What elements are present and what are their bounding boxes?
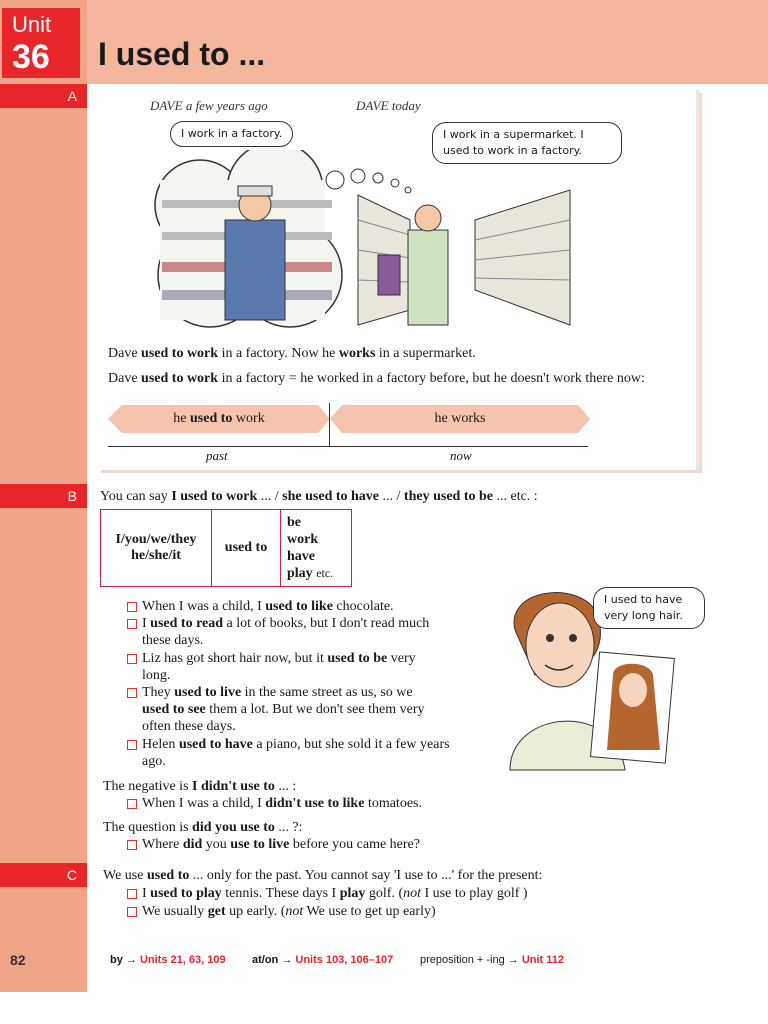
section-b-tab	[0, 484, 87, 508]
text: Where	[142, 837, 183, 852]
text: The negative is	[103, 779, 193, 794]
text: golf. (	[365, 886, 404, 901]
section-a-letter: A	[67, 88, 77, 104]
bold-text: play	[339, 886, 366, 901]
footer-ref-by[interactable]	[110, 954, 226, 966]
bullet-icon	[127, 799, 137, 809]
text: in a factory. Now he	[218, 346, 339, 361]
bold-text: used to work	[141, 346, 219, 361]
subjects-line-2: he/she/it	[131, 548, 181, 563]
bold-text: used to	[146, 868, 190, 883]
section-b-intro	[100, 488, 538, 506]
example-2	[142, 615, 442, 649]
text: work	[232, 411, 265, 426]
link-text[interactable]: Units 103, 106–107	[295, 954, 394, 966]
section-c-intro	[103, 867, 542, 885]
bold-text: use to live	[230, 837, 290, 852]
text: ... etc. :	[492, 489, 538, 504]
supermarket-scene	[358, 190, 570, 325]
speech-bubble-factory: I work in a factory.	[170, 121, 293, 147]
text: preposition + -ing →	[420, 954, 522, 966]
example-1	[142, 598, 482, 615]
text: he	[173, 411, 191, 426]
aux-cell: used to	[212, 510, 281, 587]
text: They	[142, 685, 175, 700]
timeline-divider	[329, 403, 330, 447]
text: ... ?:	[274, 820, 303, 835]
text: in the same street as us, so we	[241, 685, 413, 700]
link-text[interactable]: Unit 112	[521, 954, 564, 966]
text: chocolate.	[332, 599, 394, 614]
text: ... /	[379, 489, 404, 504]
arrow-label-past	[108, 405, 330, 433]
text: The question is	[103, 820, 193, 835]
timeline-line	[108, 446, 588, 447]
bullet-icon	[127, 654, 137, 664]
bold-text: she used to have	[282, 489, 380, 504]
bold-text: used to have	[178, 737, 253, 752]
italic-text: not	[403, 886, 421, 901]
footer-ref-at-on[interactable]	[252, 954, 393, 966]
link-text[interactable]: Units 21, 63, 109	[139, 954, 226, 966]
section-b-letter: B	[67, 488, 77, 504]
text: in a supermarket.	[375, 346, 476, 361]
bold-text: used to play	[150, 886, 222, 901]
text: a lot of books, but I don't read much these days.	[142, 616, 430, 648]
bold-text: used to be	[327, 651, 388, 666]
section-c-letter: C	[66, 867, 77, 883]
negative-example	[142, 795, 562, 812]
text: We use	[103, 868, 147, 883]
speech-bubble-supermarket: I work in a supermarket. I used to work in a factory.	[432, 122, 622, 164]
text: tennis. These days I	[221, 886, 340, 901]
bold-text: used to live	[174, 685, 242, 700]
bold-text: did you use to	[192, 820, 275, 835]
bullet-icon	[127, 840, 137, 850]
subjects-cell	[101, 510, 212, 587]
unit-badge	[2, 8, 80, 78]
bullet-icon	[127, 740, 137, 750]
text: We use to get up early)	[303, 904, 436, 919]
speech-bubble-hair: I used to have very long hair.	[593, 587, 705, 629]
text: up early. (	[225, 904, 286, 919]
bold-text: I used to work	[171, 489, 258, 504]
section-c-example-2	[142, 903, 622, 920]
text: tomatoes.	[364, 796, 422, 811]
bold-text: used to	[190, 411, 233, 426]
text: ... /	[257, 489, 283, 504]
bullet-icon	[127, 889, 137, 899]
verb: have	[287, 549, 315, 564]
bold-text: I didn't use to	[192, 779, 275, 794]
italic-text: not	[285, 904, 304, 919]
text: at/on →	[252, 954, 296, 966]
bold-text: used to see	[142, 702, 206, 717]
text: Dave	[108, 346, 142, 361]
text: I use to play golf )	[421, 886, 528, 901]
bold-text: works	[338, 346, 376, 361]
page-number: 82	[10, 952, 26, 968]
bold-text: get	[207, 904, 226, 919]
text: ... only for the past. You cannot say 'I use to ...' for the present:	[189, 868, 543, 883]
footer-ref-preposition[interactable]	[420, 954, 564, 966]
form-table	[100, 509, 352, 587]
section-c-tab	[0, 863, 87, 887]
unit-number: 36	[12, 38, 50, 76]
verb: work	[287, 532, 319, 547]
unit-word: Unit	[12, 12, 52, 37]
subjects-line-1: I/you/we/they	[115, 532, 197, 547]
text: I	[142, 616, 151, 631]
text: them a lot. But we don't see them very often these days.	[142, 702, 425, 734]
dave-illustration	[140, 150, 610, 330]
text: Dave	[108, 371, 142, 386]
caption-today: DAVE today	[356, 98, 421, 113]
text: a piano, but she sold it a few years ago.	[142, 737, 450, 769]
bold-text: used to like	[265, 599, 333, 614]
example-3	[142, 650, 442, 684]
page-title: I used to ...	[98, 36, 266, 72]
section-c-example-1	[142, 885, 622, 902]
bold-text: used to read	[150, 616, 224, 631]
text: ... :	[274, 779, 297, 794]
etc-text: etc.	[316, 566, 334, 580]
text: When I was a child, I	[142, 796, 266, 811]
question-rule	[103, 819, 303, 837]
bold-text: they used to be	[403, 489, 493, 504]
question-example	[142, 836, 562, 853]
verb: play	[287, 566, 313, 581]
arrow-label-now: he works	[434, 411, 486, 426]
verb: be	[287, 515, 301, 530]
bullet-icon	[127, 688, 137, 698]
thought-dots	[326, 169, 411, 193]
bullet-icon	[127, 602, 137, 612]
bold-text: didn't use to like	[265, 796, 365, 811]
text: Helen	[142, 737, 179, 752]
text: you	[202, 837, 231, 852]
text: Liz has got short hair now, but it	[142, 651, 328, 666]
factory-thought-cloud	[155, 150, 342, 327]
text: I	[142, 886, 151, 901]
text: You can say	[100, 489, 172, 504]
bullet-icon	[127, 907, 137, 917]
example-4	[142, 684, 442, 735]
section-a-sentence-1	[108, 345, 476, 363]
label-now: now	[450, 448, 472, 463]
text: before you came here?	[289, 837, 420, 852]
example-5	[142, 736, 462, 770]
text: very long.	[142, 651, 416, 683]
section-a-tab	[0, 84, 87, 108]
bold-text: used to work	[141, 371, 219, 386]
text: by →	[110, 954, 140, 966]
label-past: past	[206, 448, 228, 463]
negative-rule	[103, 778, 296, 796]
bold-text: did	[182, 837, 203, 852]
verbs-cell	[281, 510, 352, 587]
section-a-sentence-2	[108, 370, 668, 388]
text: in a factory = he worked in a factory before, but he doesn't work there now:	[218, 371, 645, 386]
bullet-icon	[127, 619, 137, 629]
caption-past: DAVE a few years ago	[150, 98, 268, 113]
text: When I was a child, I	[142, 599, 266, 614]
text: We usually	[142, 904, 208, 919]
